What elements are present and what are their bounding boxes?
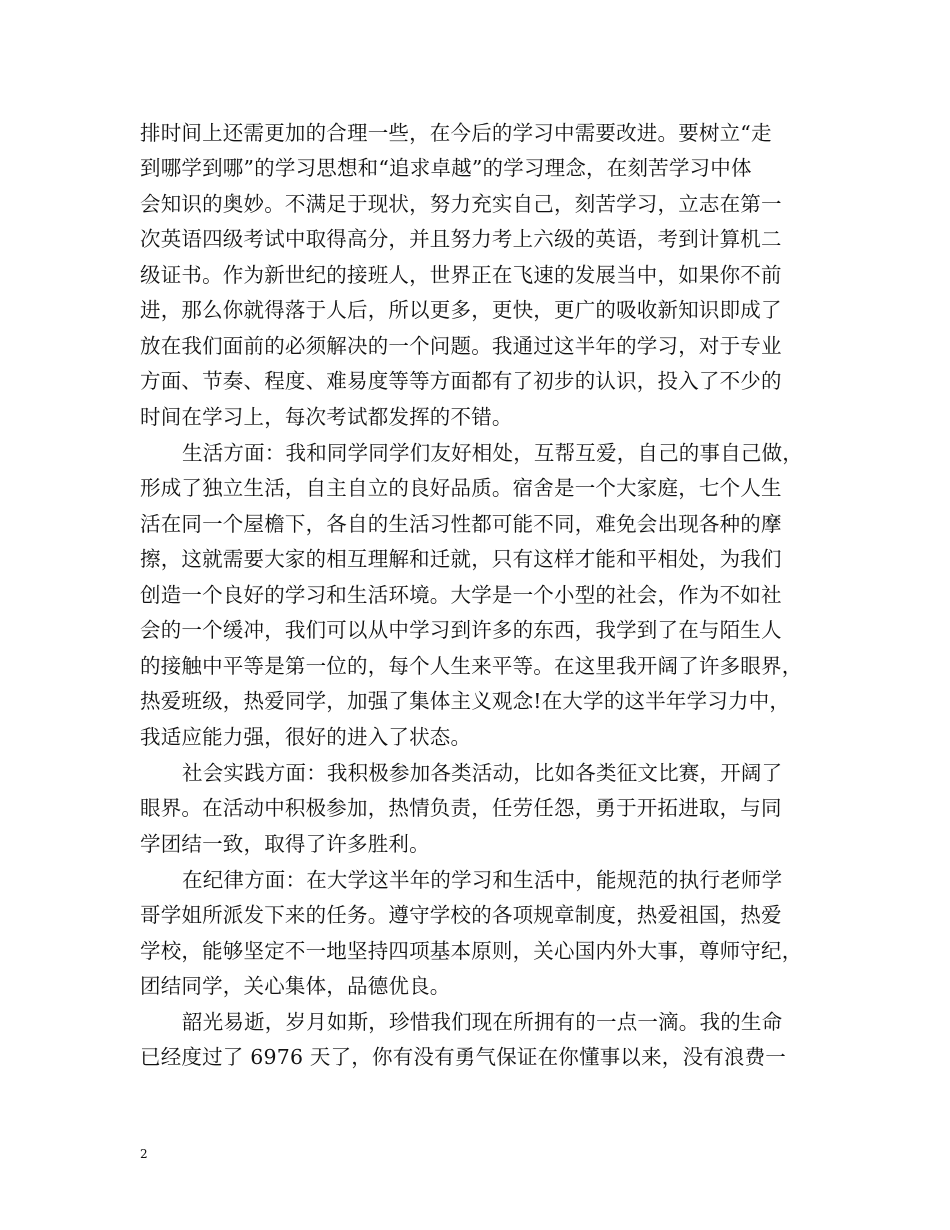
text-line: 热爱班级，热爱同学，加强了集体主义观念!在大学的这半年学习力中，: [140, 689, 791, 713]
text-line: 已经度过了 6976 天了，你有没有勇气保证在你懂事以来，没有浪费一: [140, 1045, 787, 1069]
text-line: 进，那么你就得落于人后，所以更多，更快，更广的吸收新知识即成了: [140, 298, 782, 322]
text-line: 擦，这就需要大家的相互理解和迁就，只有这样才能和平相处，为我们: [140, 547, 782, 571]
text-line: 创造一个良好的学习和生活环境。大学是一个小型的社会，作为不如社: [140, 583, 782, 607]
text-line: 次英语四级考试中取得高分，并且努力考上六级的英语，考到计算机二: [140, 227, 782, 251]
paragraph-start-line: 生活方面：我和同学同学们友好相处，互帮互爱，自己的事自己做，: [182, 441, 803, 465]
text-line: 放在我们面前的必须解决的一个问题。我通过这半年的学习，对于专业: [140, 334, 782, 358]
text-line: 级证书。作为新世纪的接班人，世界正在飞速的发展当中，如果你不前: [140, 263, 782, 287]
text-line: 眼界。在活动中积极参加，热情负责，任劳任怨，勇于开拓进取，与同: [140, 796, 782, 820]
text-line: 会知识的奥妙。不满足于现状，努力充实自己，刻苦学习，立志在第一: [140, 192, 782, 216]
text-line: 学校，能够坚定不一地坚持四项基本原则，关心国内外大事，尊师守纪，: [140, 939, 803, 963]
text-line: 学团结一致，取得了许多胜利。: [140, 832, 430, 856]
page-number: 2: [140, 1147, 148, 1161]
text-line: 到哪学到哪”的学习思想和“追求卓越”的学习理念，在刻苦学习中体: [140, 156, 752, 180]
text-line: 方面、节奏、程度、难易度等等方面都有了初步的认识，投入了不少的: [140, 369, 782, 393]
text-line: 我适应能力强，很好的进入了状态。: [140, 725, 472, 749]
paragraph-start-line: 在纪律方面：在大学这半年的学习和生活中，能规范的执行老师学: [182, 868, 783, 892]
paragraph-start-line: 韶光易逝，岁月如斯，珍惜我们现在所拥有的一点一滴。我的生命: [182, 1010, 783, 1034]
text-line: 的接触中平等是第一位的，每个人生来平等。在这里我开阔了许多眼界，: [140, 654, 803, 678]
text-line: 形成了独立生活，自主自立的良好品质。宿舍是一个大家庭，七个人生: [140, 476, 782, 500]
text-line: 团结同学，关心集体，品德优良。: [140, 974, 451, 998]
paragraph-start-line: 社会实践方面：我积极参加各类活动，比如各类征文比赛，开阔了: [182, 761, 783, 785]
text-line: 时间在学习上，每次考试都发挥的不错。: [140, 405, 513, 429]
text-line: 活在同一个屋檐下，各自的生活习性都可能不同，难免会出现各种的摩: [140, 512, 782, 536]
text-line: 排时间上还需更加的合理一些，在今后的学习中需要改进。要树立“走: [140, 121, 772, 145]
text-line: 会的一个缓冲，我们可以从中学习到许多的东西，我学到了在与陌生人: [140, 618, 782, 642]
text-line: 哥学姐所派发下来的任务。遵守学校的各项规章制度，热爱祖国，热爱: [140, 903, 782, 927]
